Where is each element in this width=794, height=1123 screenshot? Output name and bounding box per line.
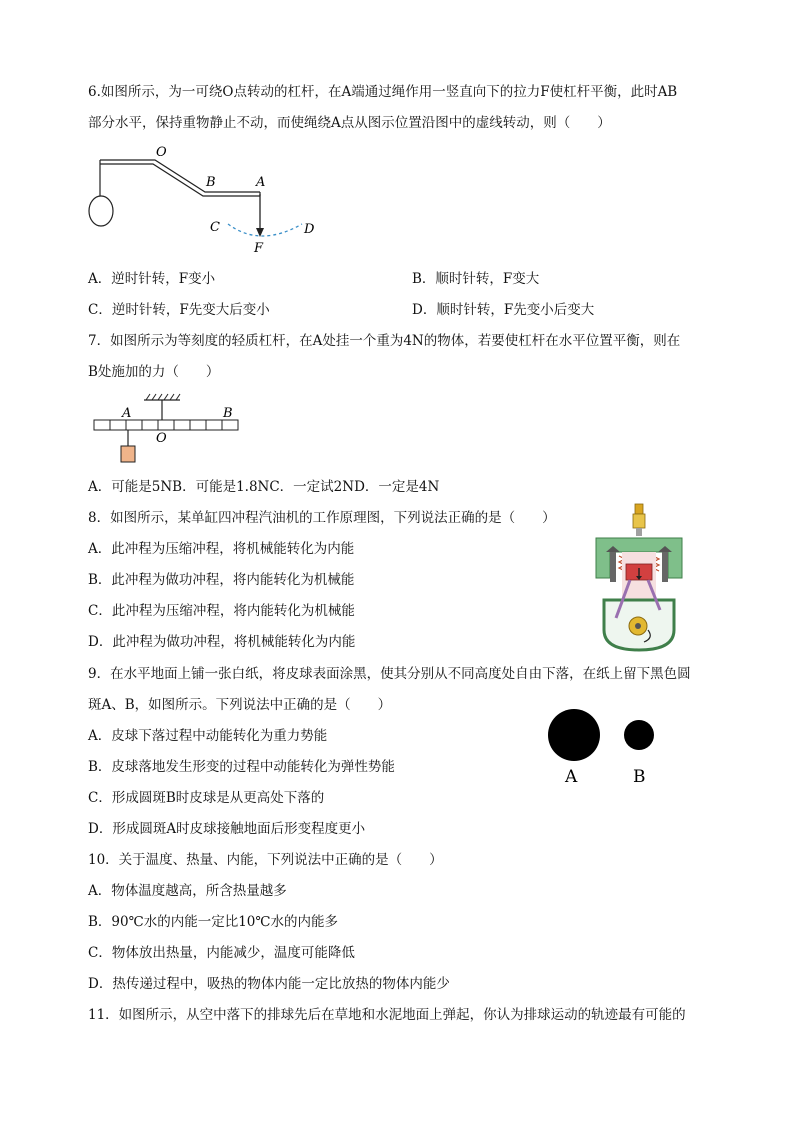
q7-options: A．可能是5NB．可能是1.8NC．一定试2ND．一定是4N xyxy=(88,479,440,495)
q10-option-d: D．热传递过程中，吸热的物体内能一定比放热的物体内能少 xyxy=(88,976,450,992)
q9-option-c: C．形成圆斑B时皮球是从更高处下落的 xyxy=(88,790,325,806)
q6-weight xyxy=(89,196,113,226)
q6-dashed-arc xyxy=(228,224,302,236)
q8-engine-figure xyxy=(586,500,696,660)
q10-option-a: A．物体温度越高，所含热量越多 xyxy=(88,883,287,899)
q6-label-C: C xyxy=(210,220,220,235)
q6-label-B: B xyxy=(206,175,216,190)
q7-stem-line1: 7．如图所示为等刻度的轻质杠杆，在A处挂一个重为4N的物体，若要使杠杆在水平位置平衡，则在 xyxy=(88,333,681,349)
q6-option-d: D．顺时针转，F先变小后变大 xyxy=(412,302,595,318)
q8-option-d: D．此冲程为做功冲程，将机械能转化为内能 xyxy=(88,634,356,650)
q6-option-b: B．顺时针转，F变大 xyxy=(412,271,540,287)
q11-stem-line1: 11．如图所示，从空中落下的排球先后在草地和水泥地面上弹起，你认为排球运动的轨迹最有可能的 xyxy=(88,1007,686,1023)
q6-stem-line1: 6.如图所示，为一可绕O点转动的杠杆，在A端通过绳作用一竖直向下的拉力F使杠杆平衡，此时AB xyxy=(88,84,678,100)
q10-option-c: C．物体放出热量，内能减少，温度可能降低 xyxy=(88,945,355,961)
q7-label-A: A xyxy=(122,406,132,421)
q9-spots-figure xyxy=(540,704,670,794)
q8-option-c: C．此冲程为压缩冲程，将内能转化为机械能 xyxy=(88,603,355,619)
q7-label-B: B xyxy=(223,406,233,421)
q6-lever-figure xyxy=(80,140,340,260)
q7-stem-line2: B处施加的力（ ） xyxy=(88,364,220,380)
q9-spot-b xyxy=(624,720,654,750)
q6-label-O: O xyxy=(156,145,167,160)
q9-spot-a xyxy=(548,709,600,761)
q9-option-b: B．皮球落地发生形变的过程中动能转化为弹性势能 xyxy=(88,759,395,775)
q8-option-a: A．此冲程为压缩冲程，将机械能转化为内能 xyxy=(88,541,355,557)
q9-stem-line1: 9．在水平地面上铺一张白纸，将皮球表面涂黑，使其分别从不同高度处自由下落，在纸上留下黑色圆 xyxy=(88,666,691,682)
q6-label-A: A xyxy=(256,175,266,190)
q6-label-F: F xyxy=(254,241,264,256)
q7-lever-figure xyxy=(86,390,246,470)
q9-label-B: B xyxy=(633,767,646,787)
q9-option-d: D．形成圆斑A时皮球接触地面后形变程度更小 xyxy=(88,821,366,837)
q9-option-a: A．皮球下落过程中动能转化为重力势能 xyxy=(88,728,328,744)
q10-option-b: B．90℃水的内能一定比10℃水的内能多 xyxy=(88,914,338,930)
q7-label-O: O xyxy=(156,431,167,446)
q8-stem: 8．如图所示，某单缸四冲程汽油机的工作原理图，下列说法正确的是（ ） xyxy=(88,510,556,526)
q7-weight xyxy=(121,446,135,462)
q6-stem-line2: 部分水平，保持重物静止不动，而使绳绕A点从图示位置沿图中的虚线转动，则（ ） xyxy=(88,115,611,131)
q10-stem: 10．关于温度、热量、内能，下列说法中正确的是（ ） xyxy=(88,852,443,868)
q8-option-b: B．此冲程为做功冲程，将内能转化为机械能 xyxy=(88,572,355,588)
q9-label-A: A xyxy=(565,767,578,787)
q9-stem-line2: 斑A、B，如图所示。下列说法中正确的是（ ） xyxy=(88,697,392,713)
q6-option-a: A．逆时针转，F变小 xyxy=(88,271,216,287)
q6-label-D: D xyxy=(304,222,315,237)
q6-option-c: C．逆时针转，F先变大后变小 xyxy=(88,302,270,318)
